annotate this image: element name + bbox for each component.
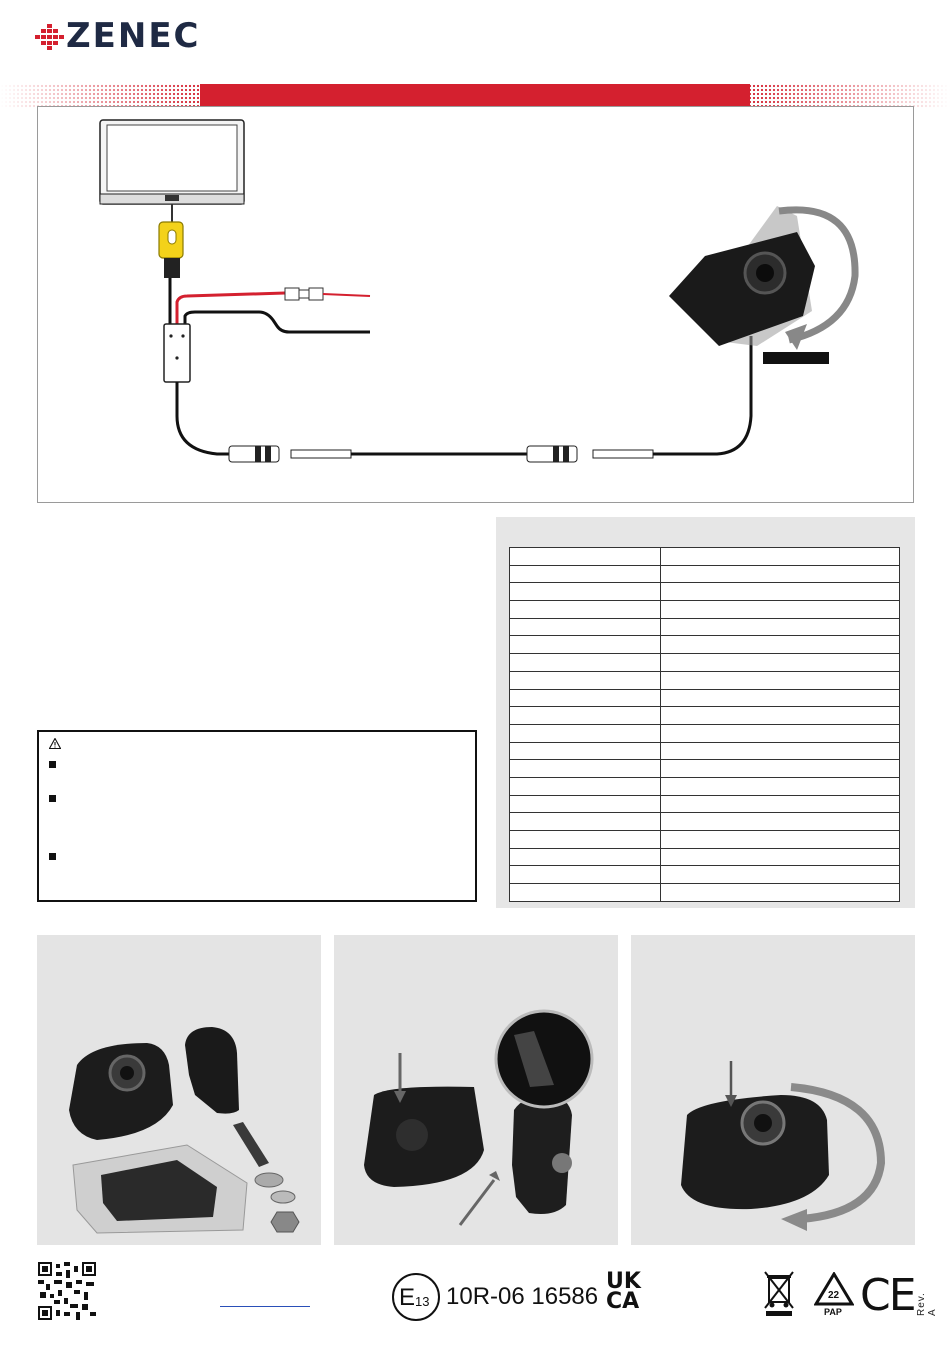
svg-text:E: E [399, 1284, 416, 1311]
table-row [510, 724, 900, 742]
svg-text:PAP: PAP [824, 1307, 842, 1316]
specifications-panel [496, 517, 915, 908]
table-row [510, 866, 900, 884]
ukca-top: UK [606, 1269, 641, 1294]
bullet-point [49, 853, 56, 860]
recycling-pap-icon [814, 1272, 854, 1316]
ukca-bottom: CA [606, 1289, 640, 1314]
photo-rotation [631, 935, 915, 1245]
table-row [510, 884, 900, 902]
warning-icon [49, 738, 61, 749]
table-row [510, 636, 900, 654]
table-row [510, 654, 900, 672]
table-row [510, 601, 900, 619]
bullet-point [49, 795, 56, 802]
photo-mounting-kit [37, 935, 321, 1245]
svg-text:13: 13 [415, 1294, 430, 1309]
qr-code[interactable] [38, 1262, 96, 1320]
ce-mark: CE [860, 1270, 915, 1321]
table-row [510, 548, 900, 566]
table-row [510, 583, 900, 601]
table-row [510, 831, 900, 849]
bullet-point [49, 761, 56, 768]
table-row [510, 777, 900, 795]
table-row [510, 689, 900, 707]
weee-bin-icon [762, 1270, 796, 1316]
table-row [510, 671, 900, 689]
table-row [510, 813, 900, 831]
ece-approval-mark [391, 1272, 441, 1322]
photo-adjustment [334, 935, 618, 1245]
footer-link[interactable] [220, 1306, 310, 1307]
table-row [510, 707, 900, 725]
table-row [510, 795, 900, 813]
revision-label: Rev. A [916, 1292, 938, 1316]
brand-logo-mark [35, 24, 65, 50]
table-row [510, 742, 900, 760]
specifications-table [509, 547, 900, 902]
header-banner [0, 84, 950, 108]
warning-box [37, 730, 477, 902]
svg-text:22: 22 [828, 1290, 840, 1301]
ukca-mark [606, 1269, 650, 1314]
head-unit-illustration [100, 120, 244, 204]
wiring-diagram [37, 106, 914, 503]
camera-illustration [669, 206, 855, 350]
table-row [510, 618, 900, 636]
brand-logo-text: ZENEC [66, 16, 201, 56]
ece-approval-number: 10R-06 16586 [446, 1283, 599, 1310]
table-row [510, 848, 900, 866]
table-row [510, 760, 900, 778]
table-row [510, 565, 900, 583]
